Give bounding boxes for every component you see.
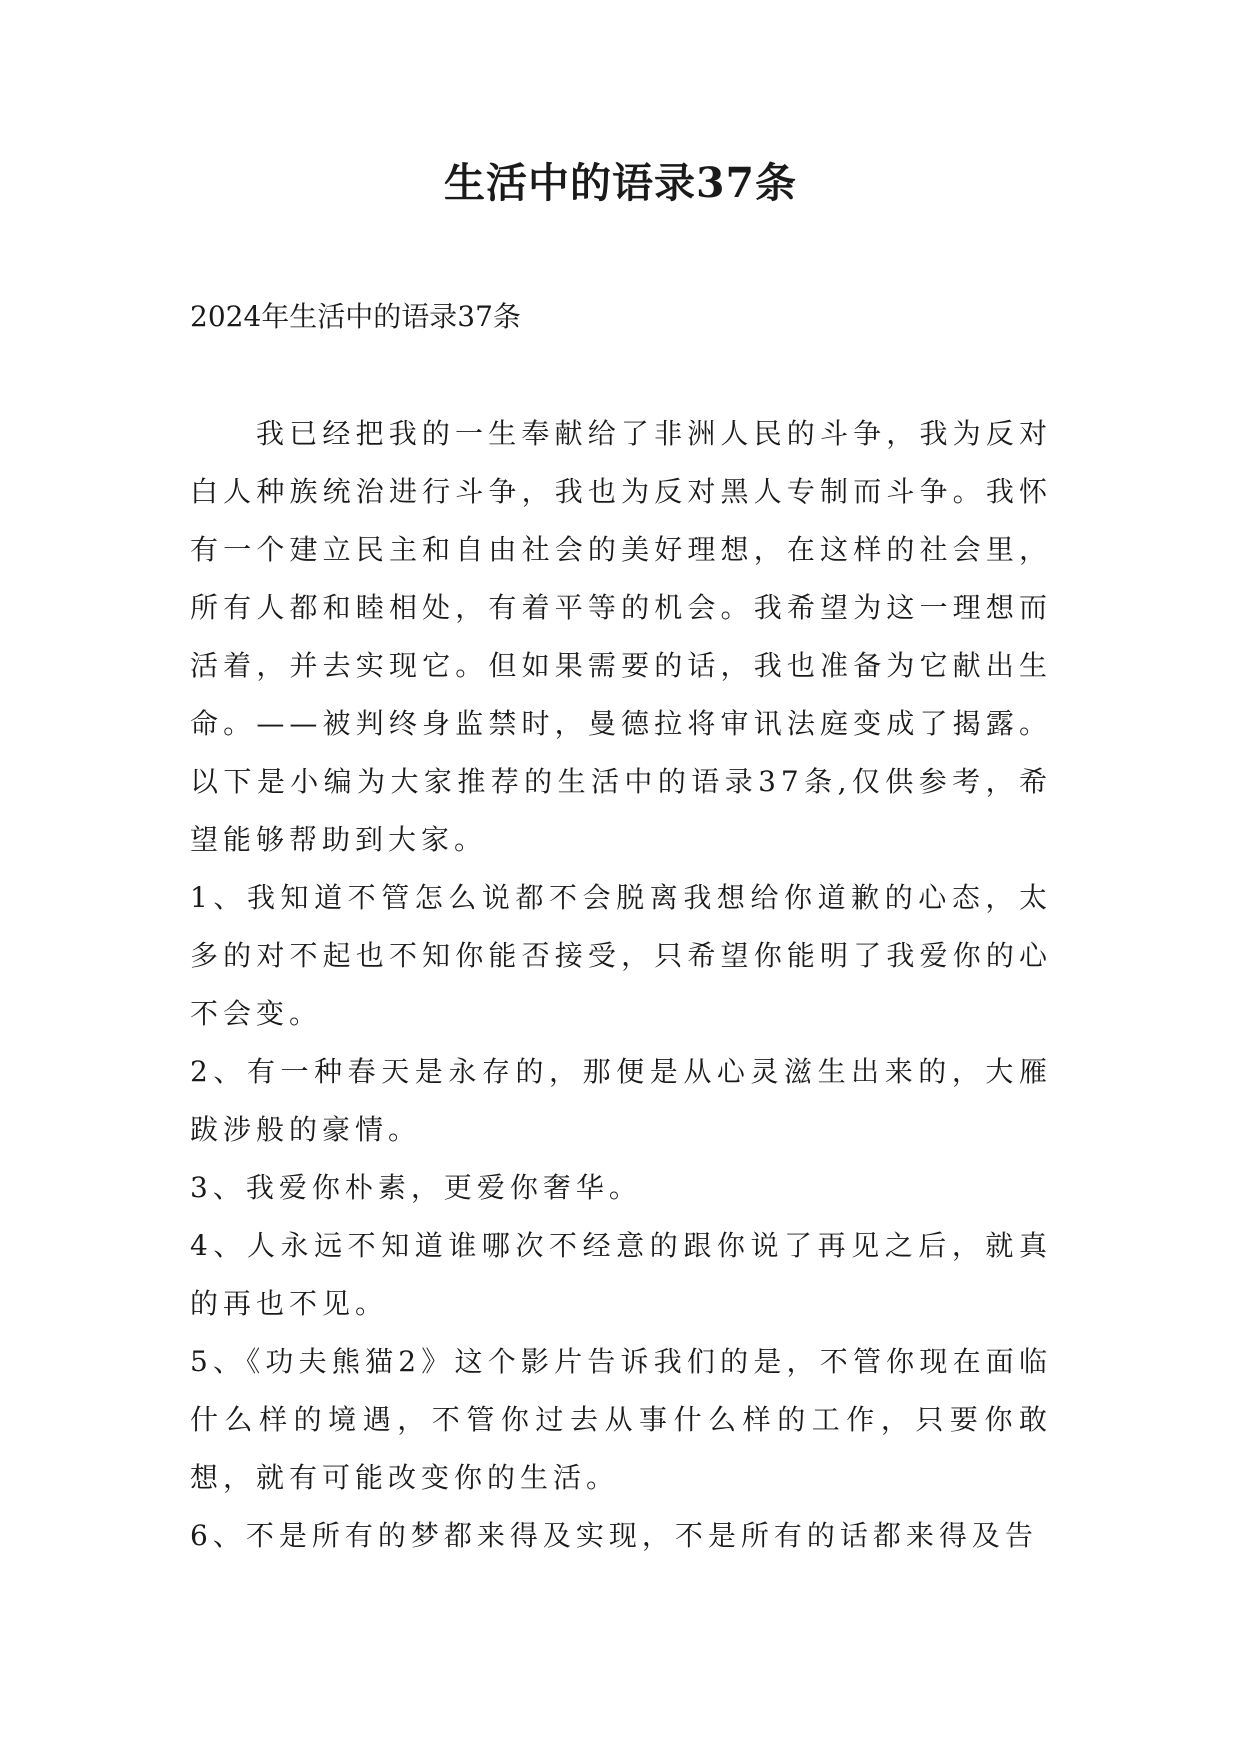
quote-item-1: 1、我知道不管怎么说都不会脱离我想给你道歉的心态，太多的对不起也不知你能否接受，只希望你能明了我爱你的心不会变。 xyxy=(190,881,1052,1030)
intro-paragraph: 我已经把我的一生奉献给了非洲人民的斗争，我为反对白人种族统治进行斗争，我也为反对黑人专制而斗争。我怀有一个建立民主和自由社会的美好理想，在这样的社会里，所有人都和睦相处，有着平等的机会。我希望为这一理想而活着，并去实现它。但如果需要的话，我也准备为它献出生命。——被判终身监禁时，曼德拉将审讯法庭变成了揭露。以下是小编为大家推荐的生活中的语录37条,仅供参考，希望能够帮助到大家。 xyxy=(190,417,1052,856)
quote-item-3: 3、我爱你朴素，更爱你奢华。 xyxy=(190,1171,642,1204)
document-title: 生活中的语录37条 xyxy=(443,159,798,207)
quote-item-6: 6、不是所有的梦都来得及实现，不是所有的话都来得及告 xyxy=(190,1519,1038,1552)
document-body xyxy=(190,405,1052,1565)
document-subtitle: 2024年生活中的语录37条 xyxy=(190,300,521,333)
quote-item-4: 4、人永远不知道谁哪次不经意的跟你说了再见之后，就真的再也不见。 xyxy=(190,1229,1052,1320)
quote-item-2: 2、有一种春天是永存的，那便是从心灵滋生出来的，大雁跋涉般的豪情。 xyxy=(190,1055,1052,1146)
quote-item-5: 5、《功夫熊猫2》这个影片告诉我们的是，不管你现在面临什么样的境遇，不管你过去从事什么样的工作，只要你敢想，就有可能改变你的生活。 xyxy=(190,1345,1052,1494)
